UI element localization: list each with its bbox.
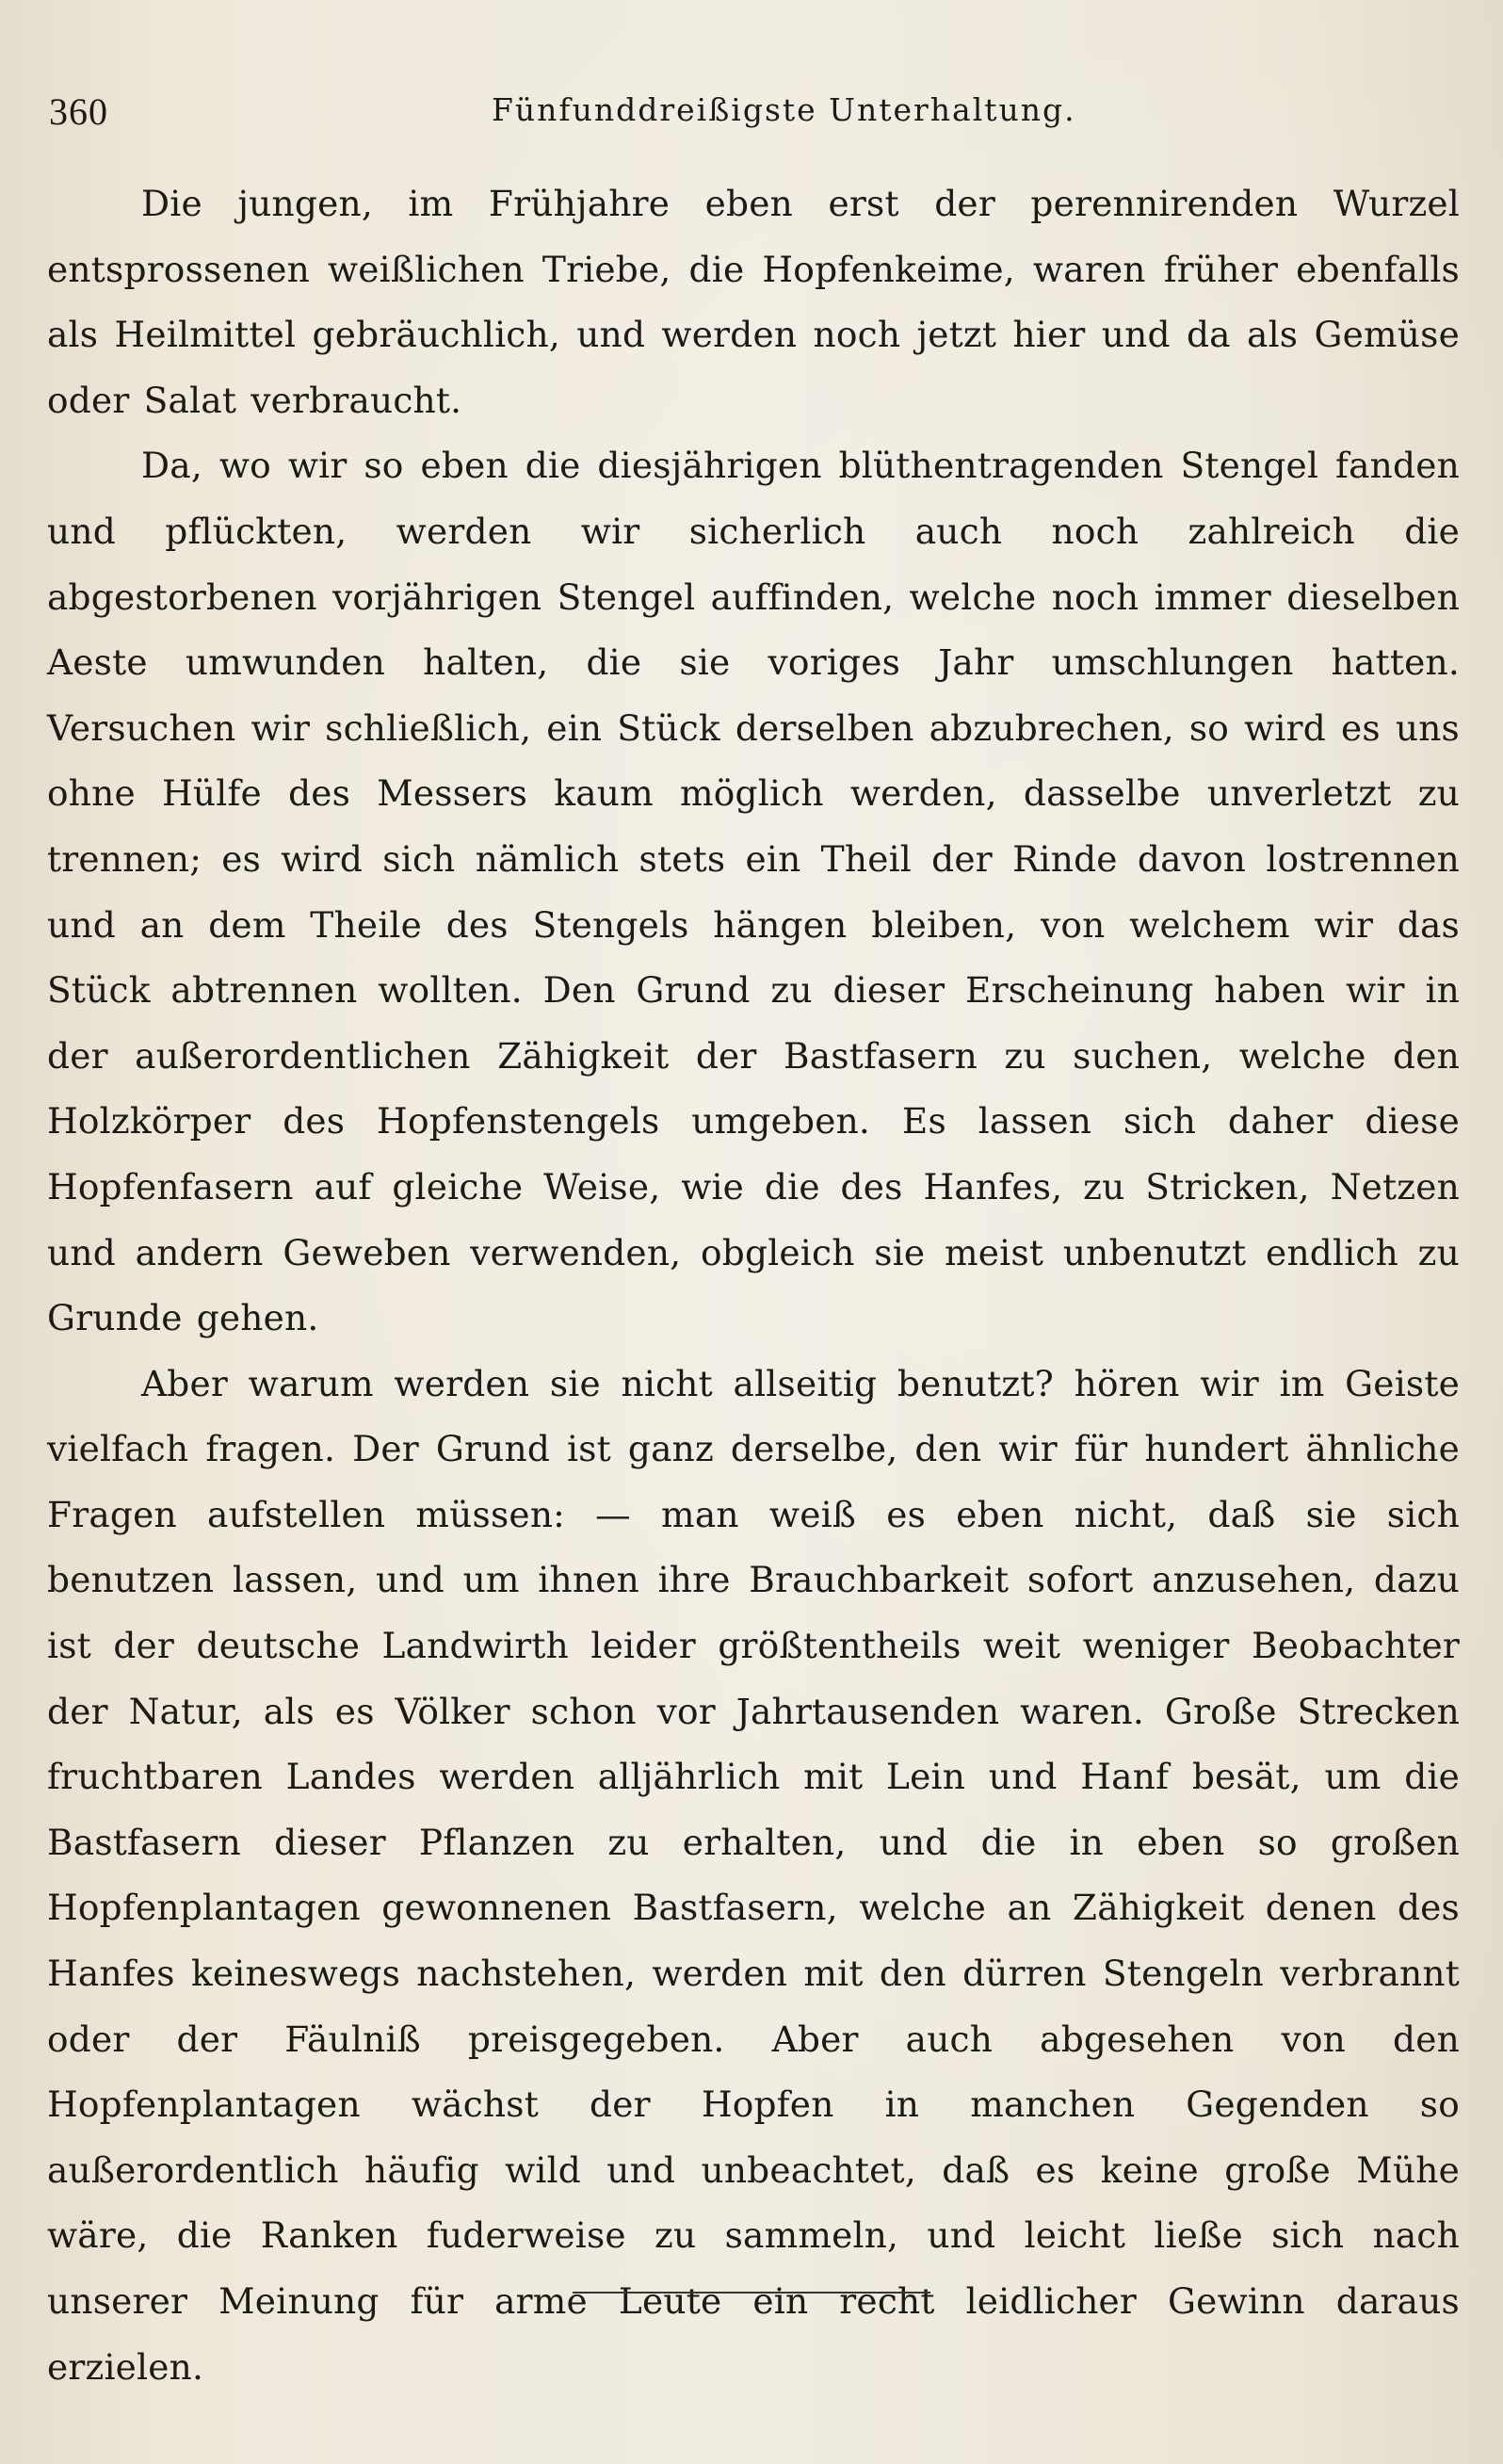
section-divider [573, 2292, 930, 2294]
page-number: 360 [49, 90, 108, 133]
paragraph-bast-fibres: Aber warum werden sie nicht allseitig benutzt? hören wir im Geiste vielfach fragen. Der Grund ist ganz derselbe, den wir für hundert ähnliche Fragen aufstellen müssen: — man weiß es eben nicht, daß sie sich benutzen lassen, und um ihnen ihre Brauchbarkeit sofort anzusehen, dazu ist der deutsche Landwirth leider größtentheils weit weniger Beobachter der Natur, als es Völker schon vor Jahrtausenden waren. Große Strecken fruchtbaren Landes werden alljährlich mit Lein und Hanf besät, um die Bastfasern dieser Pflanzen zu erhalten, und die in eben so großen Hopfenplantagen gewonnenen Bastfasern, welche an Zähigkeit denen des Hanfes keineswegs nachstehen, werden mit den dürren Stengeln verbrannt oder der Fäulniß preisgegeben. Aber auch abgesehen von den Hopfenplantagen wächst der Hopfen in manchen Gegenden so außerordentlich häufig wild und unbeachtet, daß es keine große Mühe wäre, die Ranken fuderweise zu sammeln, und leicht ließe sich nach unserer Meinung für arme Leute ein recht leidlicher Gewinn daraus erzielen. [47, 1362, 1460, 2388]
paragraph-hop-shoots: Die jungen, im Frühjahre eben erst der perennirenden Wurzel entsprossenen weißlichen Triebe, die Hopfenkeime, waren früher ebenfalls als Heilmittel gebräuchlich, und werden noch jetzt hier und da als Gemüse oder Salat verbraucht. [47, 183, 1460, 421]
page-header [49, 89, 1462, 137]
paragraph-hop-stems: Da, wo wir so eben die diesjährigen blüthentragenden Stengel fanden und pflückten, werden wir sicherlich auch noch zahlreich die abgestorbenen vorjährigen Stengel auffinden, welche noch immer dieselben Aeste umwunden halten, die sie voriges Jahr umschlungen hatten. Versuchen wir schließlich, ein Stück derselben abzubrechen, so wird es uns ohne Hülfe des Messers kaum möglich werden, dasselbe unverletzt zu trennen; es wird sich nämlich stets ein Theil der Rinde davon lostrennen und an dem Theile des Stengels hängen bleiben, von welchem wir das Stück abtrennen wollten. Den Grund zu dieser Erscheinung haben wir in der außerordentlichen Zähigkeit der Bastfasern zu suchen, welche den Holzkörper des Hopfenstengels umgeben. Es lassen sich daher diese Hopfenfasern auf gleiche Weise, wie die des Hanfes, zu Stricken, Netzen und andern Geweben verwenden, obgleich sie meist unbenutzt endlich zu Grunde gehen. [47, 445, 1460, 1339]
body-text [47, 171, 1460, 2400]
running-head: Fünfunddreißigste Unterhaltung. [492, 91, 1076, 128]
